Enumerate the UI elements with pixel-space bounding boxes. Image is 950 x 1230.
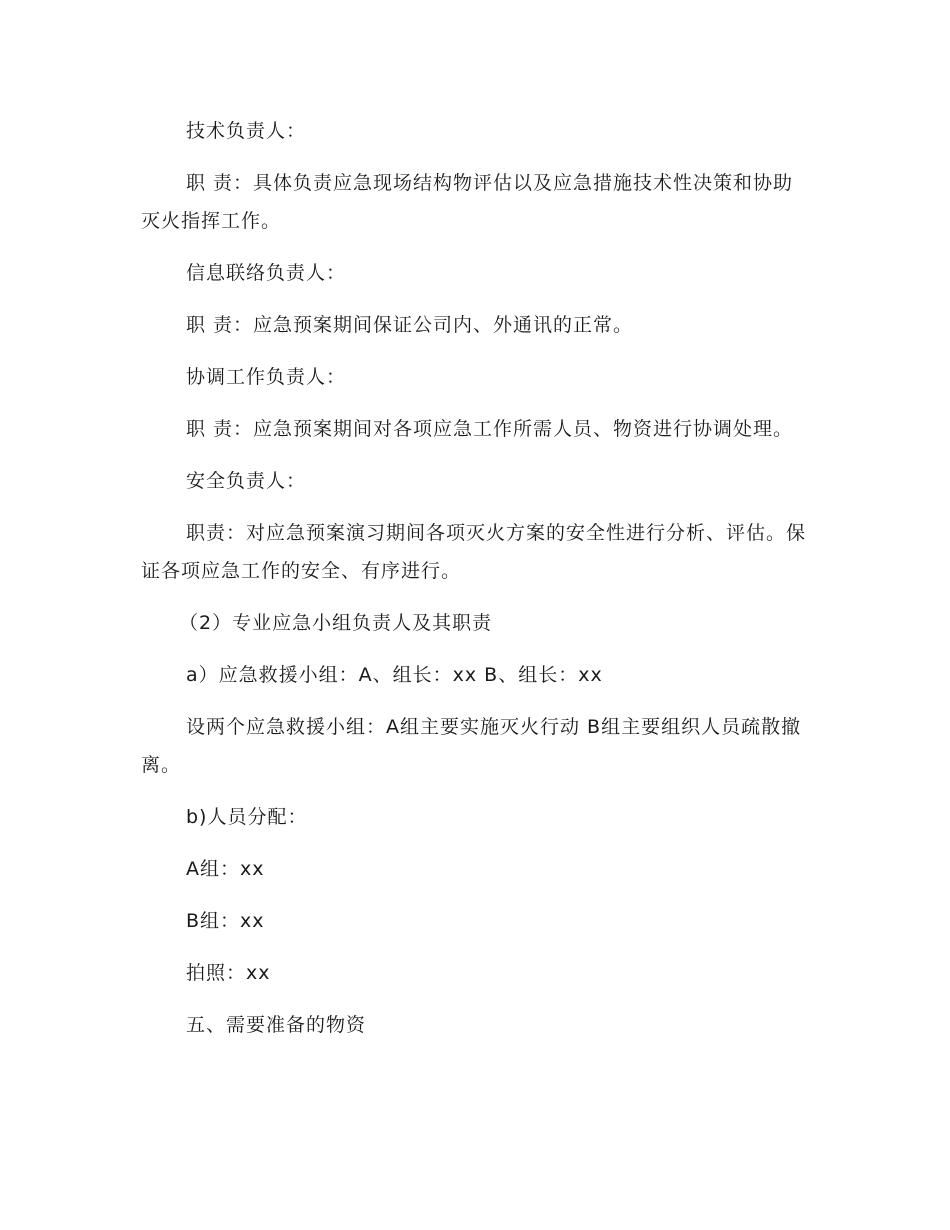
paragraph-safety-duty: 职责：对应急预案演习期间各项灭火方案的安全性进行分析、评估。保证各项应急工作的安全、有序进行。 [141,522,807,582]
paragraph-photo: 拍照：xx [186,962,271,984]
paragraph-rescue-team: a）应急救援小组：A、组长：xx B、组长：xx [186,664,603,686]
paragraph-coord-lead: 协调工作负责人： [186,366,347,388]
paragraph-section-5-heading: 五、需要准备的物资 [186,1014,367,1036]
paragraph-coord-duty: 职 责：应急预案期间对各项应急工作所需人员、物资进行协调处理。 [186,418,794,440]
paragraph-info-duty: 职 责：应急预案期间保证公司内、外通讯的正常。 [186,314,634,336]
paragraph-two-teams: 设两个应急救援小组：A组主要实施灭火行动 B组主要组织人员疏散撤离。 [141,716,802,776]
document-body [141,112,811,1058]
paragraph-safety-lead: 安全负责人： [186,470,307,492]
paragraph-section-2-heading: （2）专业应急小组负责人及其职责 [179,612,493,634]
paragraph-tech-duty: 职 责：具体负责应急现场结构物评估以及应急措施技术性决策和协助灭火指挥工作。 [141,172,794,232]
paragraph-group-a: A组：xx [186,858,265,880]
paragraph-staff-allocation: b)人员分配： [186,806,308,828]
paragraph-group-b: B组：xx [186,910,265,932]
paragraph-info-lead: 信息联络负责人： [186,262,347,284]
paragraph-tech-lead: 技术负责人： [186,120,307,142]
